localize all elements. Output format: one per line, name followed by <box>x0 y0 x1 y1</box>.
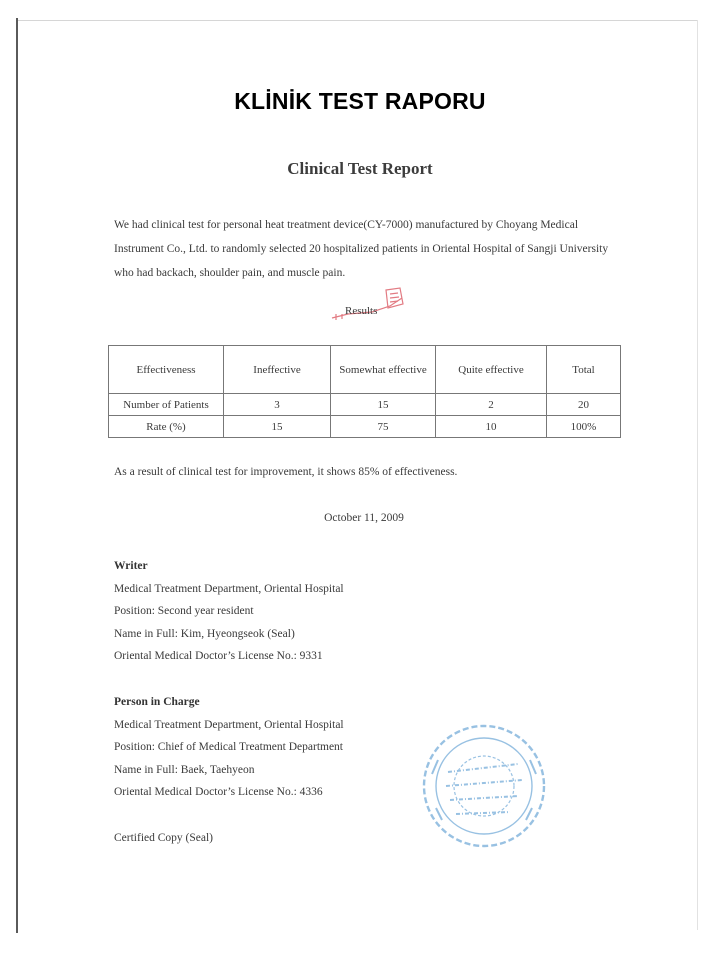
table-cell: Rate (%) <box>109 416 224 438</box>
table-cell: 15 <box>224 416 331 438</box>
table-cell: 75 <box>331 416 436 438</box>
table-header-cell: Ineffective <box>224 346 331 394</box>
table-cell: 2 <box>436 394 547 416</box>
writer-department: Medical Treatment Department, Oriental Hospital <box>114 582 344 595</box>
writer-position: Position: Second year resident <box>114 605 254 617</box>
scan-edge-right <box>697 20 698 930</box>
table-header-row <box>109 346 621 394</box>
report-date: October 11, 2009 <box>324 512 404 524</box>
person-position: Position: Chief of Medical Treatment Department <box>114 741 344 753</box>
table-cell: 15 <box>331 394 436 416</box>
person-department: Medical Treatment Department, Oriental Hospital <box>114 718 344 731</box>
person-name: Name in Full: Baek, Taehyeon <box>114 763 255 776</box>
report-title: Clinical Test Report <box>287 159 433 178</box>
blue-seal-icon <box>418 720 550 852</box>
table-header-cell: Total <box>547 346 621 394</box>
table-row <box>109 394 621 416</box>
person-heading: Person in Charge <box>114 696 200 708</box>
results-label: Results <box>345 305 378 317</box>
writer-license: Oriental Medical Doctor’s License No.: 9331 <box>114 650 323 662</box>
person-license: Oriental Medical Doctor’s License No.: 4336 <box>114 786 323 798</box>
intro-paragraph: We had clinical test for personal heat treatment device(CY-7000) manufactured by Choyang Medical Instrument Co., Ltd. to randomly selected 20 hospitalized patients in Oriental Hospital of Sangji University who had backach, shoulder pain, and muscle pain. <box>114 219 609 279</box>
person-in-charge-block <box>114 691 344 804</box>
table-header-cell: Somewhat effective <box>331 346 436 394</box>
table-cell: 3 <box>224 394 331 416</box>
table-cell: 10 <box>436 416 547 438</box>
table-header-cell: Effectiveness <box>109 346 224 394</box>
table-header-cell: Quite effective <box>436 346 547 394</box>
table-cell: Number of Patients <box>109 394 224 416</box>
table-cell: 100% <box>547 416 621 438</box>
scan-edge-left <box>16 18 18 933</box>
results-table <box>108 345 621 438</box>
table-row <box>109 416 621 438</box>
writer-heading: Writer <box>114 560 148 572</box>
conclusion-text: As a result of clinical test for improvement, it shows 85% of effectiveness. <box>114 466 458 478</box>
scan-edge-top <box>18 20 698 21</box>
banner-title: KLİNİK TEST RAPORU <box>234 88 486 114</box>
certified-copy: Certified Copy (Seal) <box>114 832 214 844</box>
table-cell: 20 <box>547 394 621 416</box>
writer-name: Name in Full: Kim, Hyeongseok (Seal) <box>114 627 295 640</box>
writer-block <box>114 555 344 668</box>
